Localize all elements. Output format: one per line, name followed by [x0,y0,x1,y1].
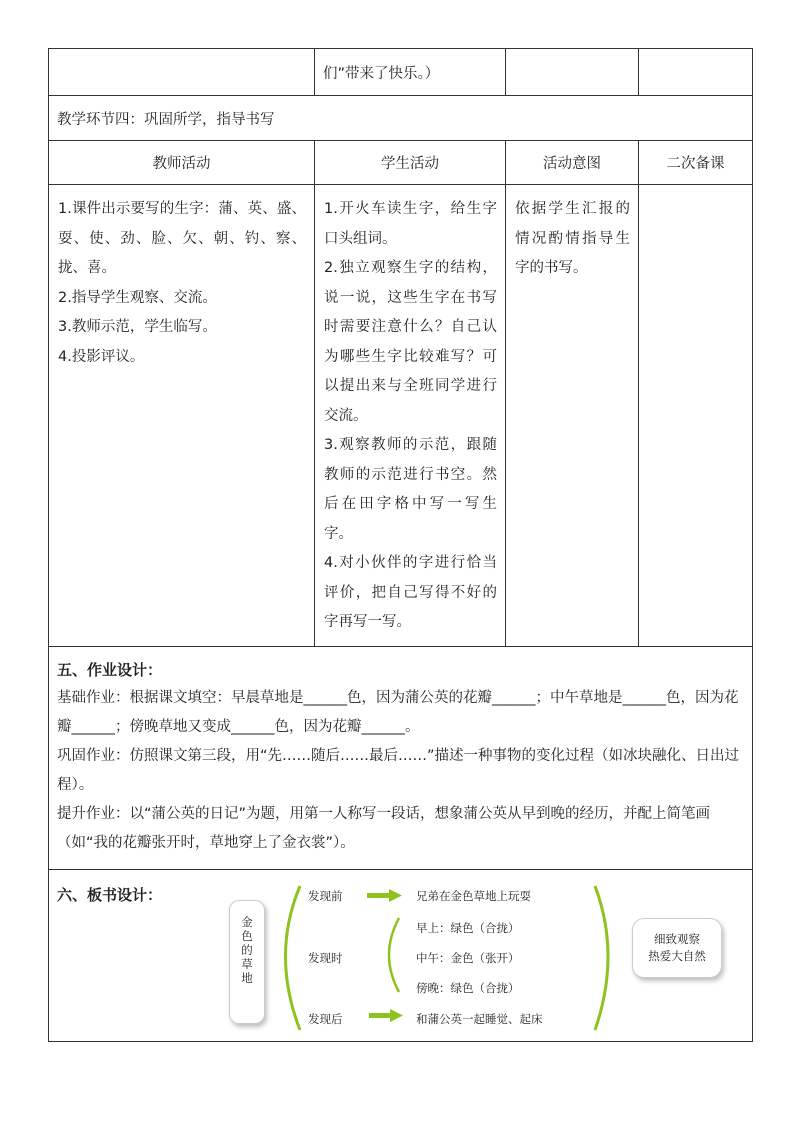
header-intent: 活动意图 [506,141,639,185]
summary-line-2: 热爱大自然 [648,948,706,963]
intent-cell-continued [506,49,639,96]
student-item: 4.对小伙伴的字进行恰当评价，把自己写得不好的字再写一写。 [324,555,497,630]
student-tail-text: 们”带来了快乐。） [323,65,440,82]
intent-cell [506,185,639,647]
left-bracket [286,886,301,1030]
lesson-table [48,48,753,1042]
teacher-activity-cell [49,185,315,647]
homework-row [49,646,753,869]
summary-line-1: 细致观察 [654,931,700,946]
student-cell-continued [315,49,506,96]
before-label: 发现前 [308,888,343,903]
homework-basic: 基础作业：根据课文填空：早晨草地是______色，因为蒲公英的花瓣______；中午草地是______色，因为花瓣______；傍晚草地又变成______色，因为花瓣______。 [57,689,739,735]
teacher-item: 1.课件出示要写的生字：蒲、英、盛、耍、使、劲、脸、欠、朝、钓、察、拢、喜。 [58,201,306,276]
noon-text: 中午：金色（张开） [416,950,520,965]
arrow-icon [369,1009,403,1022]
board-design [49,870,752,1040]
section4-title-row [49,96,753,141]
after-label: 发现后 [308,1011,343,1026]
homework-title: 五、作业设计： [57,660,163,679]
teacher-activity-list [49,185,314,380]
activity-row [49,185,753,647]
arrow-icon [367,889,402,902]
header-teacher: 教师活动 [49,141,315,185]
morning-text: 早上：绿色（合拢） [416,920,520,935]
teacher-item: 4.投影评议。 [58,348,145,365]
continuation-row [49,49,753,96]
student-item: 2.独立观察生字的结构，说一说，这些生字在书写时需要注意什么？自己认为哪些生字比较难写？可以提出来与全班同学进行交流。 [324,260,497,424]
teacher-item: 3.教师示范，学生临写。 [58,319,217,335]
student-activity-cell [315,185,506,647]
section4-title-cell [49,96,753,141]
board-cell [49,869,753,1041]
before-text: 兄弟在金色草地上玩耍 [416,888,531,903]
inner-bracket [389,918,399,992]
after-text: 和蒲公英一起睡觉、起床 [416,1011,543,1026]
student-item: 1.开火车读生字，给生字口头组词。 [324,201,497,247]
student-item: 3.观察教师的示范，跟随教师的示范进行书空。然后在田字格中写一写生字。 [324,437,497,542]
header-row [49,141,753,185]
evening-text: 傍晚：绿色（合拢） [416,980,520,995]
right-bracket [595,886,608,1030]
during-label: 发现时 [308,950,343,965]
intent-text: 依据学生汇报的情况酌情指导生字的书写。 [515,201,630,276]
header-student: 学生活动 [315,141,506,185]
backup-cell-continued [639,49,753,96]
header-backup: 二次备课 [639,141,753,185]
backup-cell [639,185,753,647]
board-row [49,869,753,1041]
section4-title: 教学环节四：巩固所学，指导书写 [57,111,275,128]
homework-consolidate: 巩固作业：仿照课文第三段，用“先……随后……最后……”描述一种事物的变化过程（如冰块融化、日出过程）。 [57,747,740,793]
teacher-item: 2.指导学生观察、交流。 [58,289,217,306]
homework-cell [49,646,753,869]
summary-text [633,931,721,965]
lesson-plan-page [48,48,752,1042]
homework-advanced: 提升作业：以“蒲公英的日记”为题，用第一人称写一段话，想象蒲公英从早到晚的经历，并配上简笔画（如“我的花瓣张开时，草地穿上了金衣裳”）。 [57,805,711,851]
center-title-text: 金 色 的 草 地 [241,914,253,985]
student-activity-list [315,185,505,646]
summary-card [632,918,722,978]
teacher-cell-continued [49,49,315,96]
board-title: 六、板书设计： [57,885,163,904]
